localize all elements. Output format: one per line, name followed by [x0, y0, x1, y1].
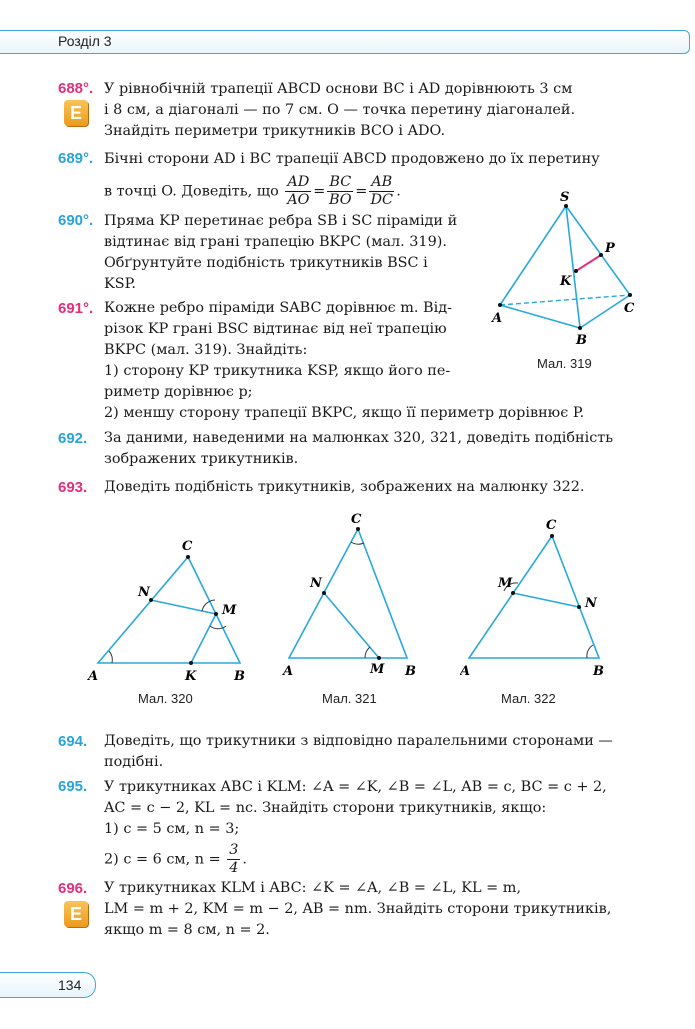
- label-n: N: [310, 576, 322, 591]
- problem-695-line4-prefix: 2) c = 6 см, n =: [104, 851, 221, 868]
- problem-688: [104, 79, 575, 142]
- label-b: B: [576, 333, 587, 348]
- problem-695-line-2: AC = c − 2, KL = nc. Знайдіть сторони трикутників, якщо:: [104, 800, 547, 816]
- segment-mk: [191, 614, 216, 663]
- label-a: A: [283, 664, 294, 679]
- problem-688-line-1: У рівнобічній трапеції ABCD основи BC і AD дорівнюють 3 см: [104, 81, 573, 97]
- point-m: [377, 656, 381, 660]
- problem-691-line-2: різок KP грані BSC відтинає від неї трапецію: [104, 321, 447, 337]
- problem-691-number: 691°.: [58, 300, 94, 317]
- segment-nm: [151, 600, 216, 614]
- section-title: Розділ 3: [58, 33, 112, 49]
- label-b: B: [593, 664, 604, 679]
- edge-sa: [500, 206, 566, 305]
- label-c: C: [351, 512, 362, 527]
- segment-nm: [324, 593, 379, 658]
- e-badge-icon: E: [64, 100, 88, 126]
- label-a: A: [460, 664, 471, 679]
- problem-694-number: 694.: [58, 733, 88, 750]
- caption-320: Мал. 320: [138, 691, 193, 706]
- point-m: [214, 612, 218, 616]
- figure-320: [80, 530, 260, 690]
- problem-693: [104, 477, 585, 498]
- label-m: M: [222, 603, 237, 618]
- problem-691-line-4: 1) сторону KP трикутника KSP, якщо його пе-: [104, 363, 451, 379]
- point-c: [628, 293, 632, 297]
- angle-arc-c: [351, 542, 364, 544]
- point-a: [498, 303, 502, 307]
- problem-695-line4-suffix: .: [242, 851, 247, 868]
- point-n: [322, 591, 326, 595]
- caption-321: Мал. 321: [322, 691, 377, 706]
- problem-695-line-1: У трикутниках ABC і KLM: ∠A = ∠K, ∠B = ∠L, AB = c, BC = c + 2,: [104, 779, 607, 795]
- caption-322: Мал. 322: [501, 691, 556, 706]
- problem-691-line-6: 2) меншу сторону трапеції BKPC, якщо її периметр дорівнює P.: [104, 405, 585, 421]
- label-c: C: [546, 518, 557, 533]
- problem-689-line-2: в точці O. Доведіть, що $\frac{AD}{AO}$ = $\frac{BC}{BO}$ = $\frac{AB}{DC}$ .: [104, 174, 401, 208]
- problem-694-line-1: Доведіть, що трикутники з відповідно паралельними сторонами —: [104, 733, 613, 749]
- problem-695-number: 695.: [58, 778, 88, 795]
- problem-692: [104, 428, 613, 470]
- point-p: [599, 253, 603, 257]
- label-n: N: [585, 596, 597, 611]
- problem-692-line-2: зображених трикутників.: [104, 451, 299, 467]
- problem-694: [104, 731, 613, 773]
- label-m: M: [498, 576, 513, 591]
- label-k: K: [185, 669, 197, 684]
- problem-691-line-3: BKPC (мал. 319). Знайдіть:: [104, 342, 308, 358]
- fraction-bc-bo: $\frac{BC}{BO}$: [328, 174, 352, 208]
- figure-322: [460, 512, 620, 682]
- edge-bc: [580, 295, 630, 328]
- problem-690-line-1: Пряма KP перетинає ребра SB і SC піраміди й: [104, 213, 458, 229]
- segment-mn: [513, 593, 579, 607]
- fraction-ab-dc: $\frac{AB}{DC}$: [370, 174, 394, 208]
- problem-696-number: 696.: [58, 880, 88, 897]
- label-k: K: [560, 274, 572, 289]
- label-m: M: [370, 662, 385, 677]
- label-c: C: [624, 301, 635, 316]
- point-c: [186, 555, 190, 559]
- point-c: [550, 534, 554, 538]
- point-c: [356, 527, 360, 531]
- problem-695-line-4: [104, 842, 607, 877]
- problem-696-line-1: У трикутниках KLM і ABC: ∠K = ∠A, ∠B = ∠L, KL = m,: [104, 880, 522, 896]
- label-b: B: [234, 669, 245, 684]
- label-a: A: [492, 311, 503, 326]
- problem-688-number: 688°.: [58, 80, 94, 97]
- section-header: [0, 30, 690, 54]
- e-badge-icon: E: [64, 901, 88, 927]
- label-a: A: [88, 669, 99, 684]
- problem-696-line-3: якщо m = 8 см, n = 2.: [104, 922, 270, 938]
- label-n: N: [138, 585, 150, 600]
- triangle-abc: [289, 529, 407, 658]
- point-n: [577, 605, 581, 609]
- problem-691-line-1: Кожне ребро піраміди SABC дорівнює m. Від-: [104, 300, 452, 316]
- problem-689-prefix: в точці O. Доведіть, що: [104, 183, 279, 200]
- angle-arc-m: [365, 647, 370, 658]
- angle-arc-b: [587, 645, 593, 658]
- page-number-box: [0, 972, 96, 998]
- caption-319: Мал. 319: [537, 356, 592, 371]
- problem-688-line-3: Знайдіть периметри трикутників BCO і ADO.: [104, 123, 446, 139]
- label-p: P: [605, 241, 615, 256]
- label-c: C: [182, 539, 193, 554]
- point-k: [574, 269, 578, 273]
- triangle-abc: [98, 557, 240, 663]
- point-m: [511, 591, 515, 595]
- problem-690-line-3: Обґрунтуйте подібність трикутників BSC і: [104, 255, 428, 271]
- problem-688-line-2: і 8 см, а діагоналі — по 7 см. O — точка перетину діагоналей.: [104, 102, 576, 118]
- problem-690-number: 690°.: [58, 212, 94, 229]
- segment-kp: [576, 255, 601, 271]
- problem-695: [104, 777, 607, 877]
- problem-694-line-2: подібні.: [104, 754, 164, 770]
- label-s: S: [560, 190, 570, 205]
- fraction-3-4: $\frac{3}{4}$: [229, 842, 239, 876]
- problem-691-line-5: риметр дорівнює p;: [104, 384, 253, 400]
- figure-319: [480, 190, 660, 350]
- figure-321: [280, 505, 430, 685]
- edge-sb: [566, 206, 580, 328]
- problem-689-line-1: Бічні сторони AD і BC трапеції ABCD продовжено до їх перетину: [104, 151, 600, 167]
- edge-sc: [566, 206, 630, 295]
- problem-693-number: 693.: [58, 479, 88, 496]
- problem-696: [104, 878, 611, 941]
- page-number: 134: [58, 977, 82, 993]
- edge-ac-hidden: [500, 295, 630, 305]
- fraction-ad-ao: $\frac{AD}{AO}$: [287, 174, 310, 208]
- problem-690-line-2: відтинає від грані трапецію BKPC (мал. 319).: [104, 234, 447, 250]
- problem-692-number: 692.: [58, 430, 88, 447]
- problem-692-line-1: За даними, наведеними на малюнках 320, 321, доведіть подібність: [104, 430, 614, 446]
- angle-arc-a: [109, 651, 112, 663]
- problem-690-line-4: KSP.: [104, 276, 136, 292]
- problem-695-line-3: 1) c = 5 см, n = 3;: [104, 821, 240, 837]
- edge-ab: [500, 305, 580, 328]
- point-k: [189, 661, 193, 665]
- problem-690: [104, 211, 474, 295]
- problem-689-number: 689°.: [58, 150, 94, 167]
- point-b: [578, 326, 582, 330]
- label-b: B: [405, 664, 416, 679]
- problem-696-line-2: LM = m + 2, KM = m − 2, AB = nm. Знайдіть сторони трикутників,: [104, 901, 612, 917]
- problem-693-line-1: Доведіть подібність трикутників, зображених на малюнку 322.: [104, 479, 585, 495]
